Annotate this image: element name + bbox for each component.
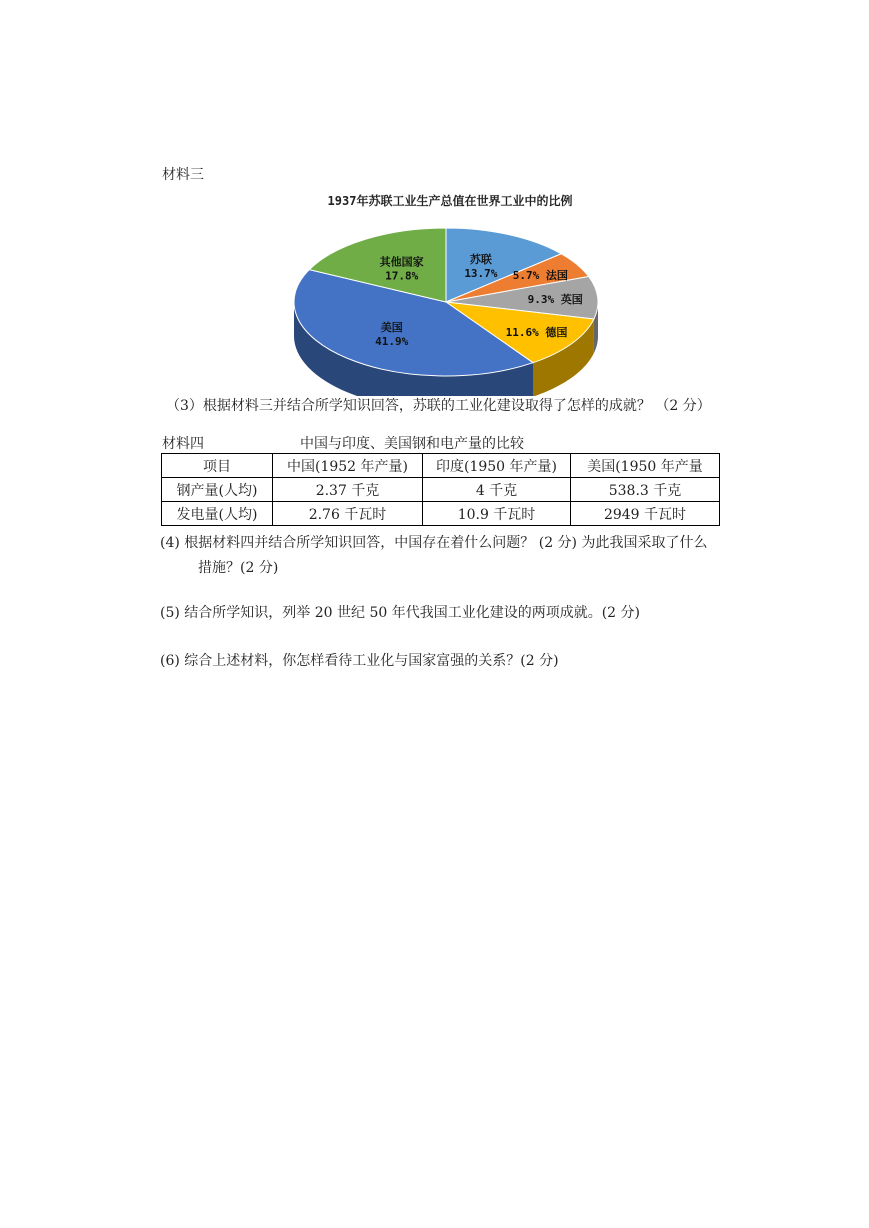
slice-value-label: 17.8% — [385, 269, 419, 283]
question-3: （3）根据材料三并结合所学知识回答，苏联的工业化建设取得了怎样的成就？ （2 分） — [166, 398, 711, 414]
material-four-label: 材料四 — [162, 436, 204, 452]
question-4-line-2: 措施？(2 分) — [198, 560, 279, 576]
question-6: (6) 综合上述材料，你怎样看待工业化与国家富强的关系？(2 分) — [160, 653, 559, 669]
pie-chart — [280, 186, 620, 396]
table-cell: 10.9 千瓦时 — [423, 502, 571, 526]
table-row — [162, 502, 720, 526]
table-cell: 发电量(人均) — [162, 502, 273, 526]
table-cell: 538.3 千克 — [571, 478, 720, 502]
slice-label: 11.6% 德国 — [505, 325, 568, 339]
question-5: (5) 结合所学知识，列举 20 世纪 50 年代我国工业化建设的两项成就。(2 分) — [160, 605, 640, 621]
table-header-cell: 印度(1950 年产量) — [423, 454, 571, 478]
slice-name-label: 苏联 — [469, 253, 492, 267]
table-cell: 2.37 千克 — [273, 478, 423, 502]
table-cell: 2.76 千瓦时 — [273, 502, 423, 526]
slice-name-label: 其他国家 — [379, 255, 424, 269]
table-cell: 钢产量(人均) — [162, 478, 273, 502]
comparison-table — [161, 453, 720, 526]
question-4-line-1: (4) 根据材料四并结合所学知识回答，中国存在着什么问题？ (2 分) 为此我国采取了什么 — [160, 535, 708, 551]
table-title: 中国与印度、美国钢和电产量的比较 — [300, 436, 524, 452]
table-cell: 4 千克 — [423, 478, 571, 502]
slice-label: 5.7% 法国 — [512, 269, 568, 283]
slice-name-label: 美国 — [380, 320, 403, 334]
material-three-label: 材料三 — [162, 167, 204, 183]
slice-value-label: 13.7% — [464, 267, 498, 281]
table-cell: 2949 千瓦时 — [571, 502, 720, 526]
chart-title: 1937年苏联工业生产总值在世界工业中的比例 — [327, 194, 573, 208]
table-header-cell: 美国(1950 年产量 — [571, 454, 720, 478]
table-header-cell: 项目 — [162, 454, 273, 478]
pie-chart-svg — [280, 186, 620, 396]
slice-value-label: 41.9% — [375, 334, 409, 348]
table-header-row — [162, 454, 720, 478]
slice-label: 9.3% 英国 — [527, 292, 583, 306]
table-row — [162, 478, 720, 502]
table-header-cell: 中国(1952 年产量) — [273, 454, 423, 478]
